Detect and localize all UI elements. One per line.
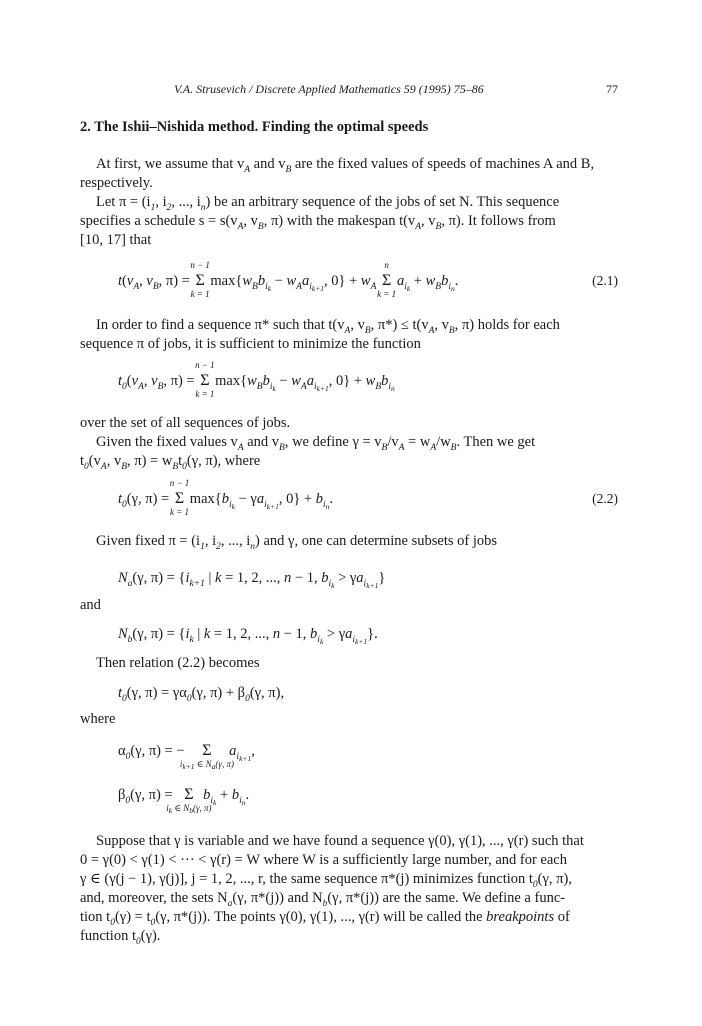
equation-2-1-label: (2.1)	[592, 273, 618, 288]
paragraph-8-line-3: γ ∈ (γ(j − 1), γ(j)], j = 1, 2, ..., r, the same sequence π*(j) minimizes function $t_0(\gamma$, π),	[80, 871, 572, 890]
equation-alpha0: $\alpha_0(\gamma$, π) = − Σ $i_{k+1}$ ∈ $N_a(\gamma$, π) $a_{i_{k+1}}$,	[118, 742, 255, 771]
paragraph-2-line-2: specifies a schedule $s = s(v_A$, $v_B$, π) with the makespan $t(v_A$, $v_B$, π). It follows from	[80, 213, 556, 232]
equation-2-1: $t(v_A$, $v_B$, π) = Σ n − 1 k = 1 $\max\{w_Bb_{i_k} - w_Aa_{i_{k+1}}$, $0\} + w_A$ Σ n k = 1 $a_{i_k} + w_Bb_{i_n}$.	[118, 260, 459, 299]
connector-where: where	[80, 711, 116, 727]
paragraph-3-line-1: In order to find a sequence π* such that $t(v_A$, $v_B$, $\pi*) \le t(v_A$, $v_B$, π) holds for each	[96, 317, 560, 336]
paragraph-6: Given fixed $\pi = (i_1$, $i_2$, ..., $i_n$) and γ, one can determine subsets of jobs	[96, 533, 498, 552]
equation-2-2: $t_0(\gamma$, π) = Σ n − 1 k = 1 $\max\{b_{i_k} - \gamma a_{i_{k+1}}$, $0\} + b_{i_n}$.	[118, 478, 333, 517]
page-number: 77	[606, 82, 618, 96]
paragraph-1-line-2: respectively.	[80, 175, 153, 191]
paragraph-3-line-2: sequence π of jobs, it is sufficient to minimize the function	[80, 336, 421, 352]
equation-t0-decomposition: $t_0(\gamma$, $\pi) = \gamma\alpha_0(\gamma$, $\pi) + \beta_0(\gamma$, π),	[118, 685, 285, 704]
equation-na-set: $N_a(\gamma$, $\pi) = \{i_{k+1}$ | k = 1, 2, ..., n − 1, $b_{i_k} > \gamma a_{i_{k+1}}$}	[118, 570, 386, 590]
paragraph-8-line-6: function $t_0(\gamma)$.	[80, 928, 161, 947]
paragraph-1-line-1: At first, we assume that $v_A$ and $v_B$ are the fixed values of speeds of machines A and B,	[96, 156, 595, 175]
paragraph-5-line-1: Given the fixed values $v_A$ and $v_B$, we define $\gamma = v_B/v_A = w_A/w_B$. Then we get	[96, 434, 536, 453]
paragraph-8-line-4: and, moreover, the sets $N_a(\gamma$, π*(j)) and $N_b(\gamma$, π*(j)) are the same. We define a func-	[80, 890, 566, 909]
paragraph-2-line-1: Let $\pi = (i_1$, $i_2$, ..., $i_n$) be an arbitrary sequence of the jobs of set N. This sequence	[96, 194, 560, 213]
running-head: V.A. Strusevich / Discrete Applied Mathematics 59 (1995) 75–86	[174, 82, 484, 96]
section-title: 2. The Ishii–Nishida method. Finding the optimal speeds	[80, 119, 429, 135]
paragraph-5-line-2: $t_0(v_A$, $v_B$, $\pi) = w_Bt_0(\gamma$, π), where	[80, 453, 261, 472]
paragraph-4: over the set of all sequences of jobs.	[80, 415, 291, 431]
equation-nb-set: $N_b(\gamma$, $\pi) = \{i_k$ | k = 1, 2, ..., n − 1, $b_{i_k} > \gamma a_{i_{k+1}}$}.	[118, 626, 378, 646]
paragraph-8-line-1: Suppose that γ is variable and we have found a sequence γ(0), γ(1), ..., γ(r) such that	[96, 833, 584, 849]
equation-t0-definition: $t_0(v_A$, $v_B$, π) = Σ n − 1 k = 1 $\max\{w_Bb_{i_k} - w_Aa_{i_{k+1}}$, $0\} + w_Bb_{i_n}$	[118, 360, 395, 399]
paragraph-2-line-3: [10, 17] that	[80, 232, 152, 248]
paragraph-8-line-2: 0 = γ(0) < γ(1) < ··· < γ(r) = W where W is a sufficiently large number, and for each	[80, 852, 567, 868]
equation-beta0: $\beta_0(\gamma$, π) = Σ $i_k$ ∈ $N_b(\gamma$, π) $b_{i_k} + b_{i_n}$.	[118, 786, 250, 815]
connector-and: and	[80, 597, 101, 613]
paragraph-8-line-5: tion $t_0(\gamma) = t_0(\gamma$, π*(j)). The points γ(0), γ(1), ..., γ(r) will be called the breakpoints of	[80, 909, 570, 928]
equation-2-2-label: (2.2)	[592, 491, 618, 506]
paragraph-7: Then relation (2.2) becomes	[96, 655, 260, 671]
